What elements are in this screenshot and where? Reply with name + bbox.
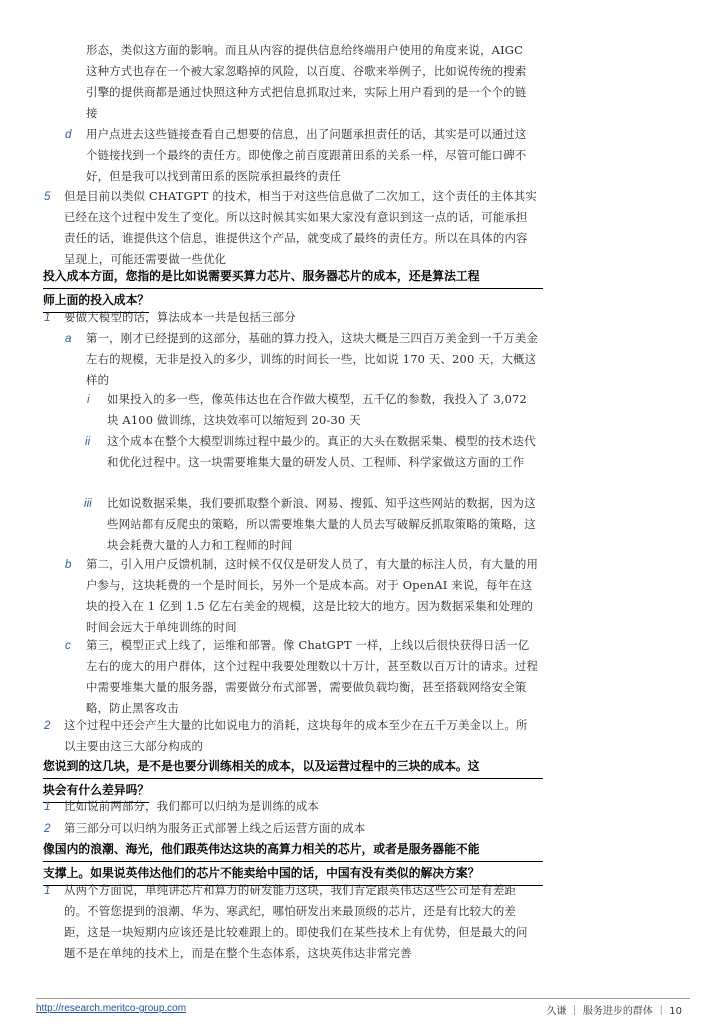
- question-line: 投入成本方面，您指的是比如说需要买算力芯片、服务器芯片的成本，还是算法工程: [43, 265, 543, 289]
- question-line: 像国内的浪潮、海光，他们跟英伟达这块的高算力相关的芯片，或者是服务器能不能: [43, 838, 543, 862]
- list-item: 第一，刚才已经提到的这部分，基础的算力投入，这块大概是三四百万美金到一千万美金左右的规模，无非是投入的多少，训练的时间长一些，比如说 170 天、200 天，大概这样的: [86, 331, 539, 387]
- paragraph-continuation: 形态，类似这方面的影响。而且从内容的提供信息给终端用户使用的角度来说，AIGC 这种方式也存在一个被大家忽略掉的风险，以百度、谷歌来举例子，比如说传统的搜索引擎的提供商都是通过快照这种方式把信息抓取过来，实际上用户看到的是一个个的链接: [86, 43, 527, 120]
- list-item: 用户点进去这些链接查看自己想要的信息，出了问题承担责任的话，其实是可以通过这个链接找到一个最终的责任方。即使像之前百度跟莆田系的关系一样，尽管可能口碑不好，但是我可以找到莆田系的医院承担最终的责任: [86, 127, 527, 183]
- list-item: 第三，模型正式上线了，运维和部署。像 ChatGPT 一样，上线以后很快获得日活一亿左右的庞大的用户群体，这个过程中我要处理数以十万计，甚至数以百万计的请求。过程中需要堆集大量的服务器，需要做分布式部署，需要做负载均衡，甚至搭载网络安全策略，防止黑客攻击: [86, 638, 539, 715]
- list-marker: b: [65, 558, 72, 571]
- footer-divider: [36, 998, 690, 999]
- list-marker: ii: [85, 435, 91, 448]
- list-marker: 2: [44, 719, 51, 732]
- list-marker: 1: [44, 311, 51, 324]
- question-heading: [43, 265, 543, 313]
- question-line: 块会有什么差异吗？: [43, 779, 149, 803]
- list-marker: 2: [44, 822, 51, 835]
- list-marker: c: [65, 639, 71, 652]
- list-item: 第二，引入用户反馈机制，这时候不仅仅是研发人员了，有大量的标注人员，有大量的用户参与，这块耗费的一个是时间长，另外一个是成本高。对于 OpenAI 来说，每年在这块的投入在 1 亿到 1.5 亿左右美金的规模，这是比较大的地方。因为数据采集和处理的时间会远大于单纯训练的时间: [86, 557, 539, 634]
- question-heading: [43, 838, 543, 886]
- list-item: 比如说前两部分，我们都可以归纳为是训练的成本: [64, 799, 319, 813]
- list-item: 如果投入的多一些，像英伟达也在合作做大模型，五千亿的参数，我投入了 3,072 块 A100 做训练，这块效率可以缩短到 20-30 天: [107, 392, 527, 427]
- list-item: 这个过程中还会产生大量的比如说电力的消耗，这块每年的成本至少在五千万美金以上。所以主要由这三大部分构成的: [64, 718, 528, 753]
- footer-page-info: 久谦 ｜ 服务进步的群体 ｜ 10: [546, 1006, 682, 1017]
- list-marker: 1: [44, 884, 51, 897]
- list-item: 但是目前以类似 CHATGPT 的技术，相当于对这些信息做了二次加工，这个责任的主体其实已经在这个过程中发生了变化。所以这时候其实如果大家没有意识到这一点的话，可能承担责任的话，谁提供这个信息，谁提供这个产品，就变成了最终的责任方。所以在具体的内容呈现上，可能还需要做一些优化: [64, 189, 537, 266]
- list-item: 从两个方面说，单纯讲芯片和算力的研发能力这块，我们肯定跟英伟达这些公司是有差距的。不管您提到的浪潮、华为、寒武纪，哪怕研发出来最顶级的芯片，还是有比较大的差距，这是一块短期内应该还是比较难跟上的。即使我们在某些技术上有优势，但是最大的问题不是在单纯的技术上，而是在整个生态体系，这块英伟达非常完善: [64, 883, 528, 960]
- list-item: 要做大模型的话，算法成本一共是包括三部分: [64, 310, 296, 324]
- list-item: 第三部分可以归纳为服务正式部署上线之后运营方面的成本: [64, 821, 366, 835]
- footer-url-link[interactable]: http://research.meritco-group.com: [36, 1003, 187, 1014]
- list-marker: 5: [44, 190, 51, 203]
- list-marker: i: [87, 393, 90, 406]
- question-line: 师上面的投入成本？: [43, 289, 149, 313]
- question-line: 支撑上。如果说英伟达他们的芯片不能卖给中国的话，中国有没有类似的解决方案？: [43, 862, 543, 886]
- list-item: 这个成本在整个大模型训练过程中最少的。真正的大头在数据采集、模型的技术迭代和优化过程中。这一块需要堆集大量的研发人员、工程师、科学家做这方面的工作: [107, 434, 536, 469]
- list-marker: a: [65, 332, 72, 345]
- list-marker: iii: [84, 497, 92, 510]
- list-marker: 1: [44, 800, 51, 813]
- list-marker: d: [65, 128, 72, 141]
- question-line: 您说到的这几块，是不是也要分训练相关的成本，以及运营过程中的三块的成本。这: [43, 755, 543, 779]
- list-item: 比如说数据采集，我们要抓取整个新浪、网易、搜狐、知乎这些网站的数据，因为这些网站都有反爬虫的策略，所以需要堆集大量的人员去写破解反抓取策略的策略，这块会耗费大量的人力和工程师的时间: [107, 496, 536, 552]
